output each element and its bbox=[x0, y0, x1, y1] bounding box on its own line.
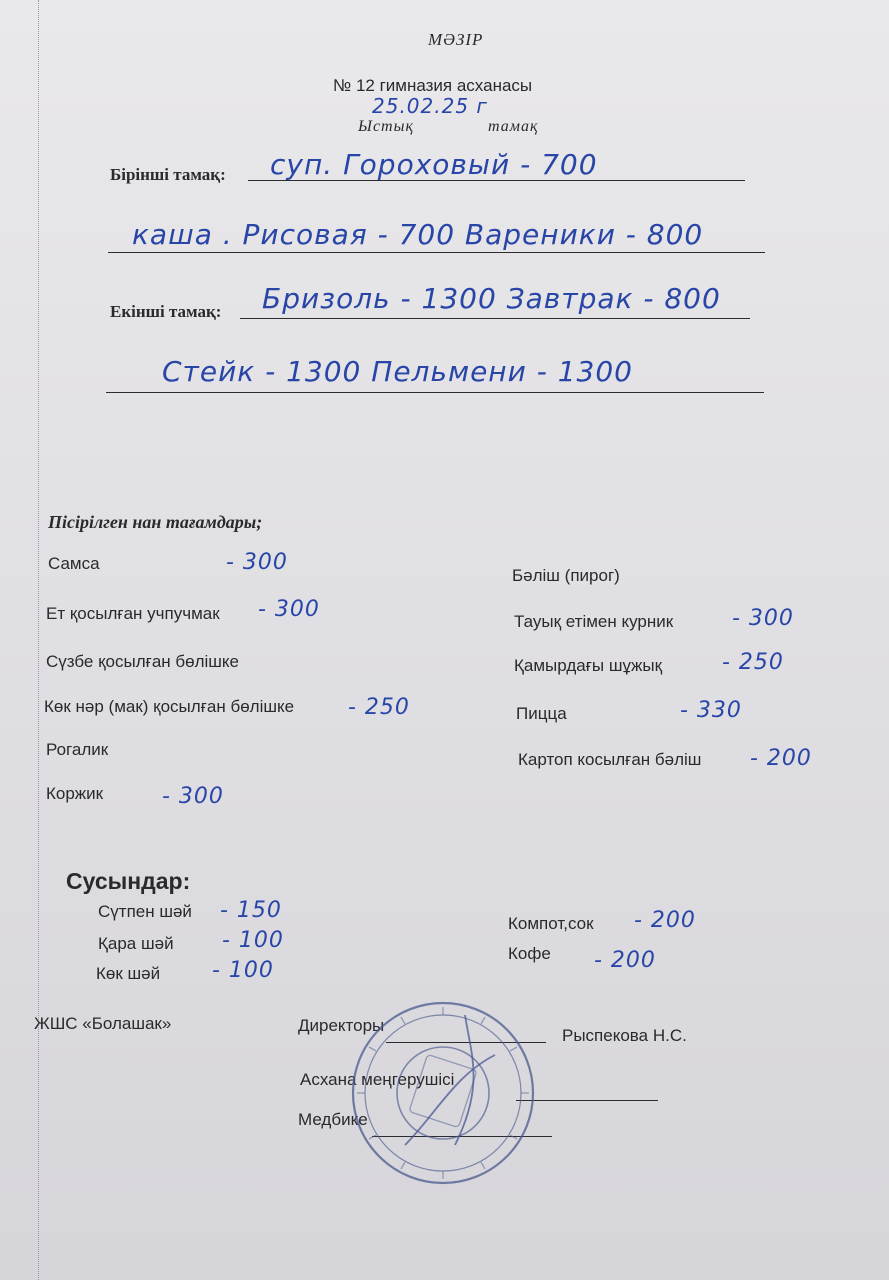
meal-word-hot: Ыстық bbox=[358, 118, 414, 135]
drink-price: - 100 bbox=[212, 958, 274, 983]
bakery-price: - 250 bbox=[348, 695, 410, 720]
bakery-item: Қамырдағы шұжық bbox=[514, 656, 663, 675]
second-course-underline1 bbox=[240, 318, 750, 319]
first-course-line1: суп. Гороховый - 700 bbox=[270, 148, 598, 181]
drink-item: Кофе bbox=[508, 944, 551, 963]
drink-item: Қара шәй bbox=[98, 934, 174, 953]
bakery-price: - 200 bbox=[750, 746, 812, 771]
menu-title: МӘЗІР bbox=[428, 30, 484, 49]
bakery-item: Пицца bbox=[516, 704, 567, 723]
drink-item: Сүтпен шәй bbox=[98, 902, 192, 921]
bakery-item: Көк нәр (мак) қосылған бөлішке bbox=[44, 697, 295, 716]
bakery-item: Тауық етімен курник bbox=[514, 612, 674, 631]
bakery-price: - 300 bbox=[162, 784, 224, 809]
bakery-price: - 300 bbox=[226, 550, 288, 575]
second-course-underline2 bbox=[106, 392, 764, 393]
bakery-item: Ет қосылған учпучмак bbox=[46, 604, 220, 623]
drinks-title: Сусындар: bbox=[66, 868, 191, 894]
drink-price: - 200 bbox=[594, 948, 656, 973]
drink-price: - 100 bbox=[222, 928, 284, 953]
margin-line bbox=[38, 0, 39, 1280]
bakery-price: - 250 bbox=[722, 650, 784, 675]
first-course-line2: каша . Рисовая - 700 Вареники - 800 bbox=[132, 218, 704, 251]
menu-date: 25.02.25 г bbox=[372, 94, 488, 118]
bakery-item: Бәліш (пирог) bbox=[512, 566, 620, 585]
bakery-item: Сүзбе қосылған бөлішке bbox=[46, 652, 240, 671]
drink-price: - 150 bbox=[220, 898, 282, 923]
round-stamp bbox=[345, 995, 541, 1191]
second-course-label: Екінші тамақ: bbox=[110, 302, 222, 321]
first-course-label: Бірінші тамақ: bbox=[110, 165, 226, 184]
bakery-item: Рогалик bbox=[46, 740, 109, 759]
nurse-label: Медбике bbox=[298, 1110, 368, 1129]
drink-item: Көк шәй bbox=[96, 964, 161, 983]
director-label: Директоры bbox=[298, 1016, 385, 1035]
meal-word-meal: тамақ bbox=[488, 118, 539, 135]
bakery-price: - 330 bbox=[680, 698, 742, 723]
bakery-title: Пісірілген нан тағамдары; bbox=[48, 512, 263, 532]
school-name: № 12 гимназия асханасы bbox=[333, 76, 533, 95]
second-course-line2: Стейк - 1300 Пельмени - 1300 bbox=[162, 355, 633, 388]
first-course-underline2 bbox=[108, 252, 765, 253]
drink-item: Компот,сок bbox=[508, 914, 594, 933]
kitchen-head-label: Асхана меңгерушісі bbox=[300, 1070, 455, 1089]
first-course-underline1 bbox=[248, 180, 745, 181]
second-course-line1: Бризоль - 1300 Завтрак - 800 bbox=[262, 282, 721, 315]
bakery-item: Картоп косылған бәліш bbox=[518, 750, 702, 769]
bakery-item: Самса bbox=[48, 554, 100, 573]
bakery-item: Коржик bbox=[46, 784, 104, 803]
director-name: Рыспекова Н.С. bbox=[562, 1026, 687, 1045]
company-name: ЖШС «Болашак» bbox=[34, 1014, 172, 1033]
drink-price: - 200 bbox=[634, 908, 696, 933]
bakery-price: - 300 bbox=[732, 606, 794, 631]
bakery-price: - 300 bbox=[258, 597, 320, 622]
